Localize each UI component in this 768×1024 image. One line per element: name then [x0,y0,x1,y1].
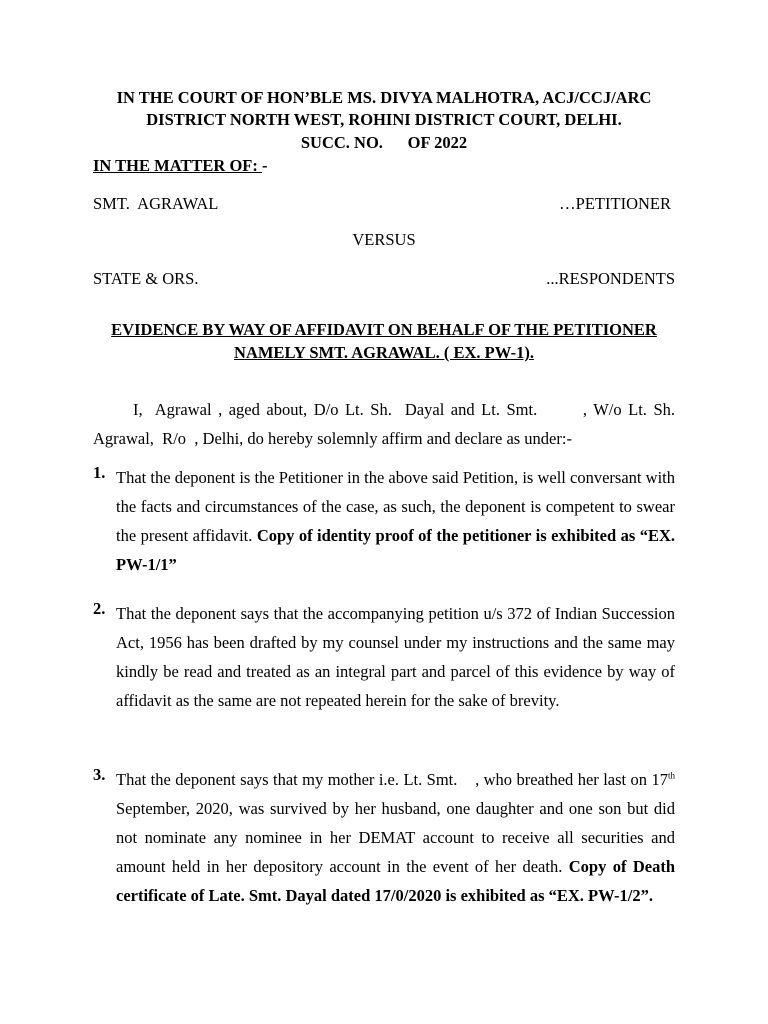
paragraph-1-exhibit: Copy of identity proof of the petitioner is exhibited as “EX. PW-1/1” [116,526,675,574]
paragraph-3-date-suffix: th [667,770,675,781]
case-number-line: SUCC. NO. OF 2022 [300,133,468,152]
paragraph-3-text-b: September, 2020, was survived by her husband, one daughter and one son but did not nominate any nominee in her DEMAT account to receive all securities and amount held in her depository account in the event of her death. [116,799,675,876]
paragraph-2-number: 2. [93,599,106,618]
paragraph-3-exhibit: Copy of Death certificate of Late. Smt. Dayal dated 17/0/2020 is exhibited as “EX. PW-1/2”. [116,857,675,905]
paragraph-2 [93,599,675,715]
matter-label: IN THE MATTER OF: [93,156,262,175]
affidavit-title-line-1: EVIDENCE BY WAY OF AFFIDAVIT ON BEHALF OF THE PETITIONER [111,320,657,339]
paragraph-3-text-a: That the deponent says that my mother i.e. Lt. Smt. , who breathed her last on 17 [116,770,668,789]
paragraph-2-text: That the deponent says that the accompanying petition u/s 372 of Indian Succession Act, 1956 has been drafted by my counsel under my instructions and the same may kindly be read and treated as an integral part and parcel of this evidence by way of affidavit as the same are not repeated herein for the sake of brevity. [116,604,675,710]
intro-paragraph [93,395,679,453]
affidavit-title [60,318,708,364]
respondent-name: STATE & ORS. [93,269,199,288]
court-heading-line-2: DISTRICT NORTH WEST, ROHINI DISTRICT COURT, DELHI. [146,110,622,129]
petitioner-name: SMT. AGRAWAL [93,194,219,213]
paragraph-3 [93,765,675,910]
affidavit-title-line-2: NAMELY SMT. AGRAWAL. ( EX. PW-1). [234,343,534,362]
paragraph-1-text: That the deponent is the Petitioner in the above said Petition, is well conversant with the facts and circumstances of the case, as such, the deponent is competent to swear the present affidavit. [116,468,675,545]
petitioner-row [93,194,675,214]
versus-label: VERSUS [352,230,416,249]
paragraph-1 [93,463,675,579]
respondent-role: ...RESPONDENTS [546,269,675,288]
paragraph-3-number: 3. [93,765,106,784]
matter-heading [93,156,268,176]
respondent-row [93,269,675,289]
petitioner-role: …PETITIONER [559,194,671,213]
paragraph-1-number: 1. [93,463,106,482]
intro-text: I, Agrawal , aged about, D/o Lt. Sh. Dayal and Lt. Smt. , W/o Lt. Sh. Agrawal, R/o , Delhi, do hereby solemnly affirm and declare as under:- [93,400,679,448]
court-heading-line-1: IN THE COURT OF HON’BLE MS. DIVYA MALHOTRA, ACJ/CCJ/ARC [116,88,652,107]
matter-dash: - [262,156,268,175]
